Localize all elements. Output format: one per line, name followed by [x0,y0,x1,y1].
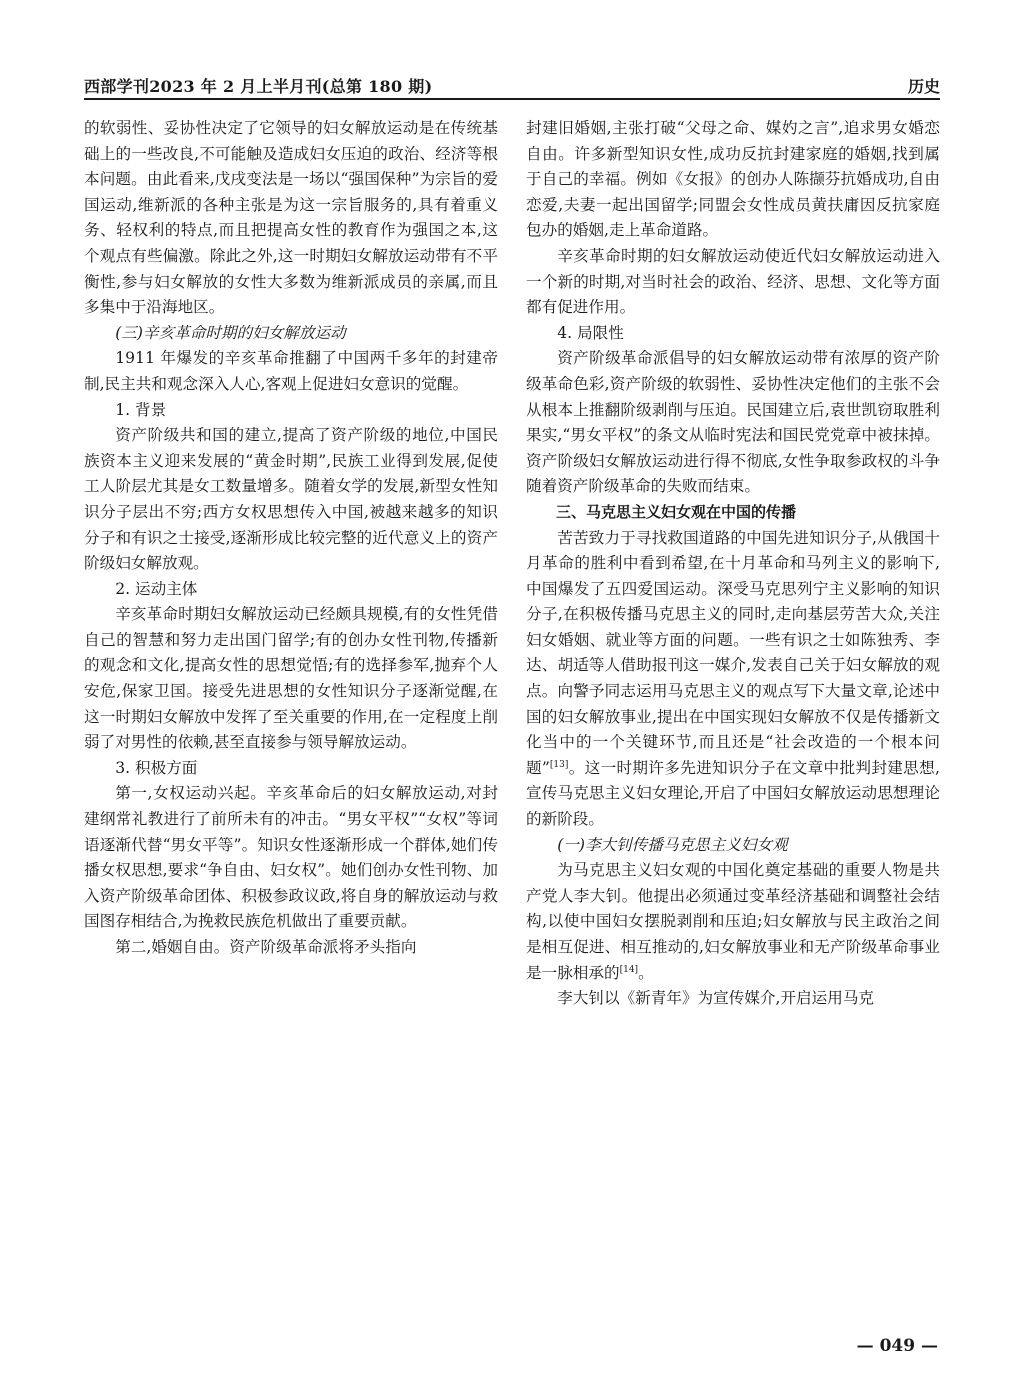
right-column [526,116,940,1012]
paragraph: 辛亥革命时期的妇女解放运动使近代妇女解放运动进入一个新的时期,对当时社会的政治、经济、思想、文化等方面都有促进作用。 [526,246,940,317]
paragraph-text: 。这一时期许多先进知识分子在文章中批判封建思想,宣传马克思主义妇女理论,开启了中国妇女解放运动思想理论的新阶段。 [526,758,940,829]
running-header [84,72,940,100]
journal-title: 西部学刊2023 年 2 月上半月刊(总第 180 期) [84,77,433,96]
numbered-heading: 2. 运动主体 [115,579,198,598]
paragraph [526,526,940,833]
paragraph: 李大钊以《新青年》为宣传媒介,开启运用马克 [557,989,875,1008]
section-heading: 三、马克思主义妇女观在中国的传播 [556,502,797,521]
numbered-heading: 4. 局限性 [557,323,624,342]
paragraph: 辛亥革命时期妇女解放运动已经颇具规模,有的女性凭借自己的智慧和努力走出国门留学;有的创办女性刊物,传播新的观念和文化,提高女性的思想觉悟;有的选择参军,抛弃个人安危,保家卫国。接受先进思想的女性知识分子逐渐觉醒,在这一时期妇女解放中发挥了至关重要的作用,在一定程度上削弱了对男性的依赖,甚至直接参与领导解放运动。 [84,605,498,752]
paragraph: 资产阶级共和国的建立,提高了资产阶级的地位,中国民族资本主义迎来发展的“黄金时期”,民族工业得到发展,促使工人阶层尤其是女工数量增多。随着女学的发展,新型女性知识分子层出不穷;西方女权思想传入中国,被越来越多的知识分子和有识之士接受,逐渐形成比较完整的近代意义上的资产阶级妇女解放观。 [84,426,498,573]
citation-reference[interactable]: [14] [619,964,639,975]
paragraph [526,858,940,986]
left-column [84,116,498,961]
paragraph-text: 苦苦致力于寻找救国道路的中国先进知识分子,从俄国十月革命的胜利中看到希望,在十月革命和马列主义的影响下,中国爆发了五四爱国运动。深受马克思列宁主义影响的知识分子,在积极传播马克思主义的同时,走向基层劳苦大众,关注妇女婚姻、就业等方面的问题。一些有识之士如陈独秀、李达、胡适等人借助报刊这一媒介,发表自己关于妇女解放的观点。向警予同志运用马克思主义的观点写下大量文章,论述中国的妇女解放事业,提出在中国实现妇女解放不仅是传播新文化当中的一个关键环节,而且还是“社会改造的一个根本问题” [526,528,940,777]
header-rule [84,98,940,100]
section-label: 历史 [907,77,940,96]
citation-reference[interactable]: [13] [549,759,569,770]
subsection-heading: (三)辛亥革命时期的妇女解放运动 [115,323,346,342]
paragraph-text: 。 [638,963,654,982]
paragraph: 第一,女权运动兴起。辛亥革命后的妇女解放运动,对封建纲常礼教进行了前所未有的冲击。“男女平权”“女权”等词语逐渐代替“男女平等”。知识女性逐渐形成一个群体,她们传播女权思想,要求“争自由、妇女权”。她们创办女性刊物、加入资产阶级革命团体、积极参政议政,将自身的解放运动与救国图存相结合,为挽救民族危机做出了重要贡献。 [84,784,498,931]
numbered-heading: 1. 背景 [115,400,167,419]
paragraph-text: 为马克思主义妇女观的中国化奠定基础的重要人物是共产党人李大钊。他提出必须通过变革经济基础和调整社会结构,以使中国妇女摆脱剥削和压迫;妇女解放与民主政治之间是相互促进、相互推动的,妇女解放事业和无产阶级革命事业是一脉相承的 [526,861,940,982]
paragraph: 资产阶级革命派倡导的妇女解放运动带有浓厚的资产阶级革命色彩,资产阶级的软弱性、妥协性决定他们的主张不会从根本上推翻阶级剥削与压迫。民国建立后,袁世凯窃取胜利果实,“男女平权”的条文从临时宪法和国民党党章中被抹掉。资产阶级妇女解放运动进行得不彻底,女性争取参政权的斗争随着资产阶级革命的失败而结束。 [526,349,940,496]
numbered-heading: 3. 积极方面 [115,758,198,777]
paragraph: 第二,婚姻自由。资产阶级革命派将矛头指向 [115,938,417,956]
paragraph-continued: 的软弱性、妥协性决定了它领导的妇女解放运动是在传统基础上的一些改良,不可能触及造成妇女压迫的政治、经济等根本问题。由此看来,戊戌变法是一场以“强国保种”为宗旨的爱国运动,维新派的各种主张是为这一宗旨服务的,具有着重义务、轻权利的特点,而且把提高女性的教育作为强国之本,这个观点有些偏激。除此之外,这一时期妇女解放运动带有不平衡性,参与妇女解放的女性大多数为维新派成员的亲属,而且多集中于沿海地区。 [84,119,498,317]
page-number: — 049 — [856,1336,938,1356]
paragraph: 1911 年爆发的辛亥革命推翻了中国两千多年的封建帝制,民主共和观念深入人心,客观上促进妇女意识的觉醒。 [84,349,498,393]
paragraph-continued: 封建旧婚姻,主张打破“父母之命、媒妁之言”,追求男女婚恋自由。许多新型知识女性,成功反抗封建家庭的婚姻,找到属于自己的幸福。例如《女报》的创办人陈撷芬抗婚成功,自由恋爱,夫妻一起出国留学;同盟会女性成员黄扶庸因反抗家庭包办的婚姻,走上革命道路。 [526,119,940,240]
subsection-heading: (一)李大钊传播马克思主义妇女观 [557,835,788,854]
